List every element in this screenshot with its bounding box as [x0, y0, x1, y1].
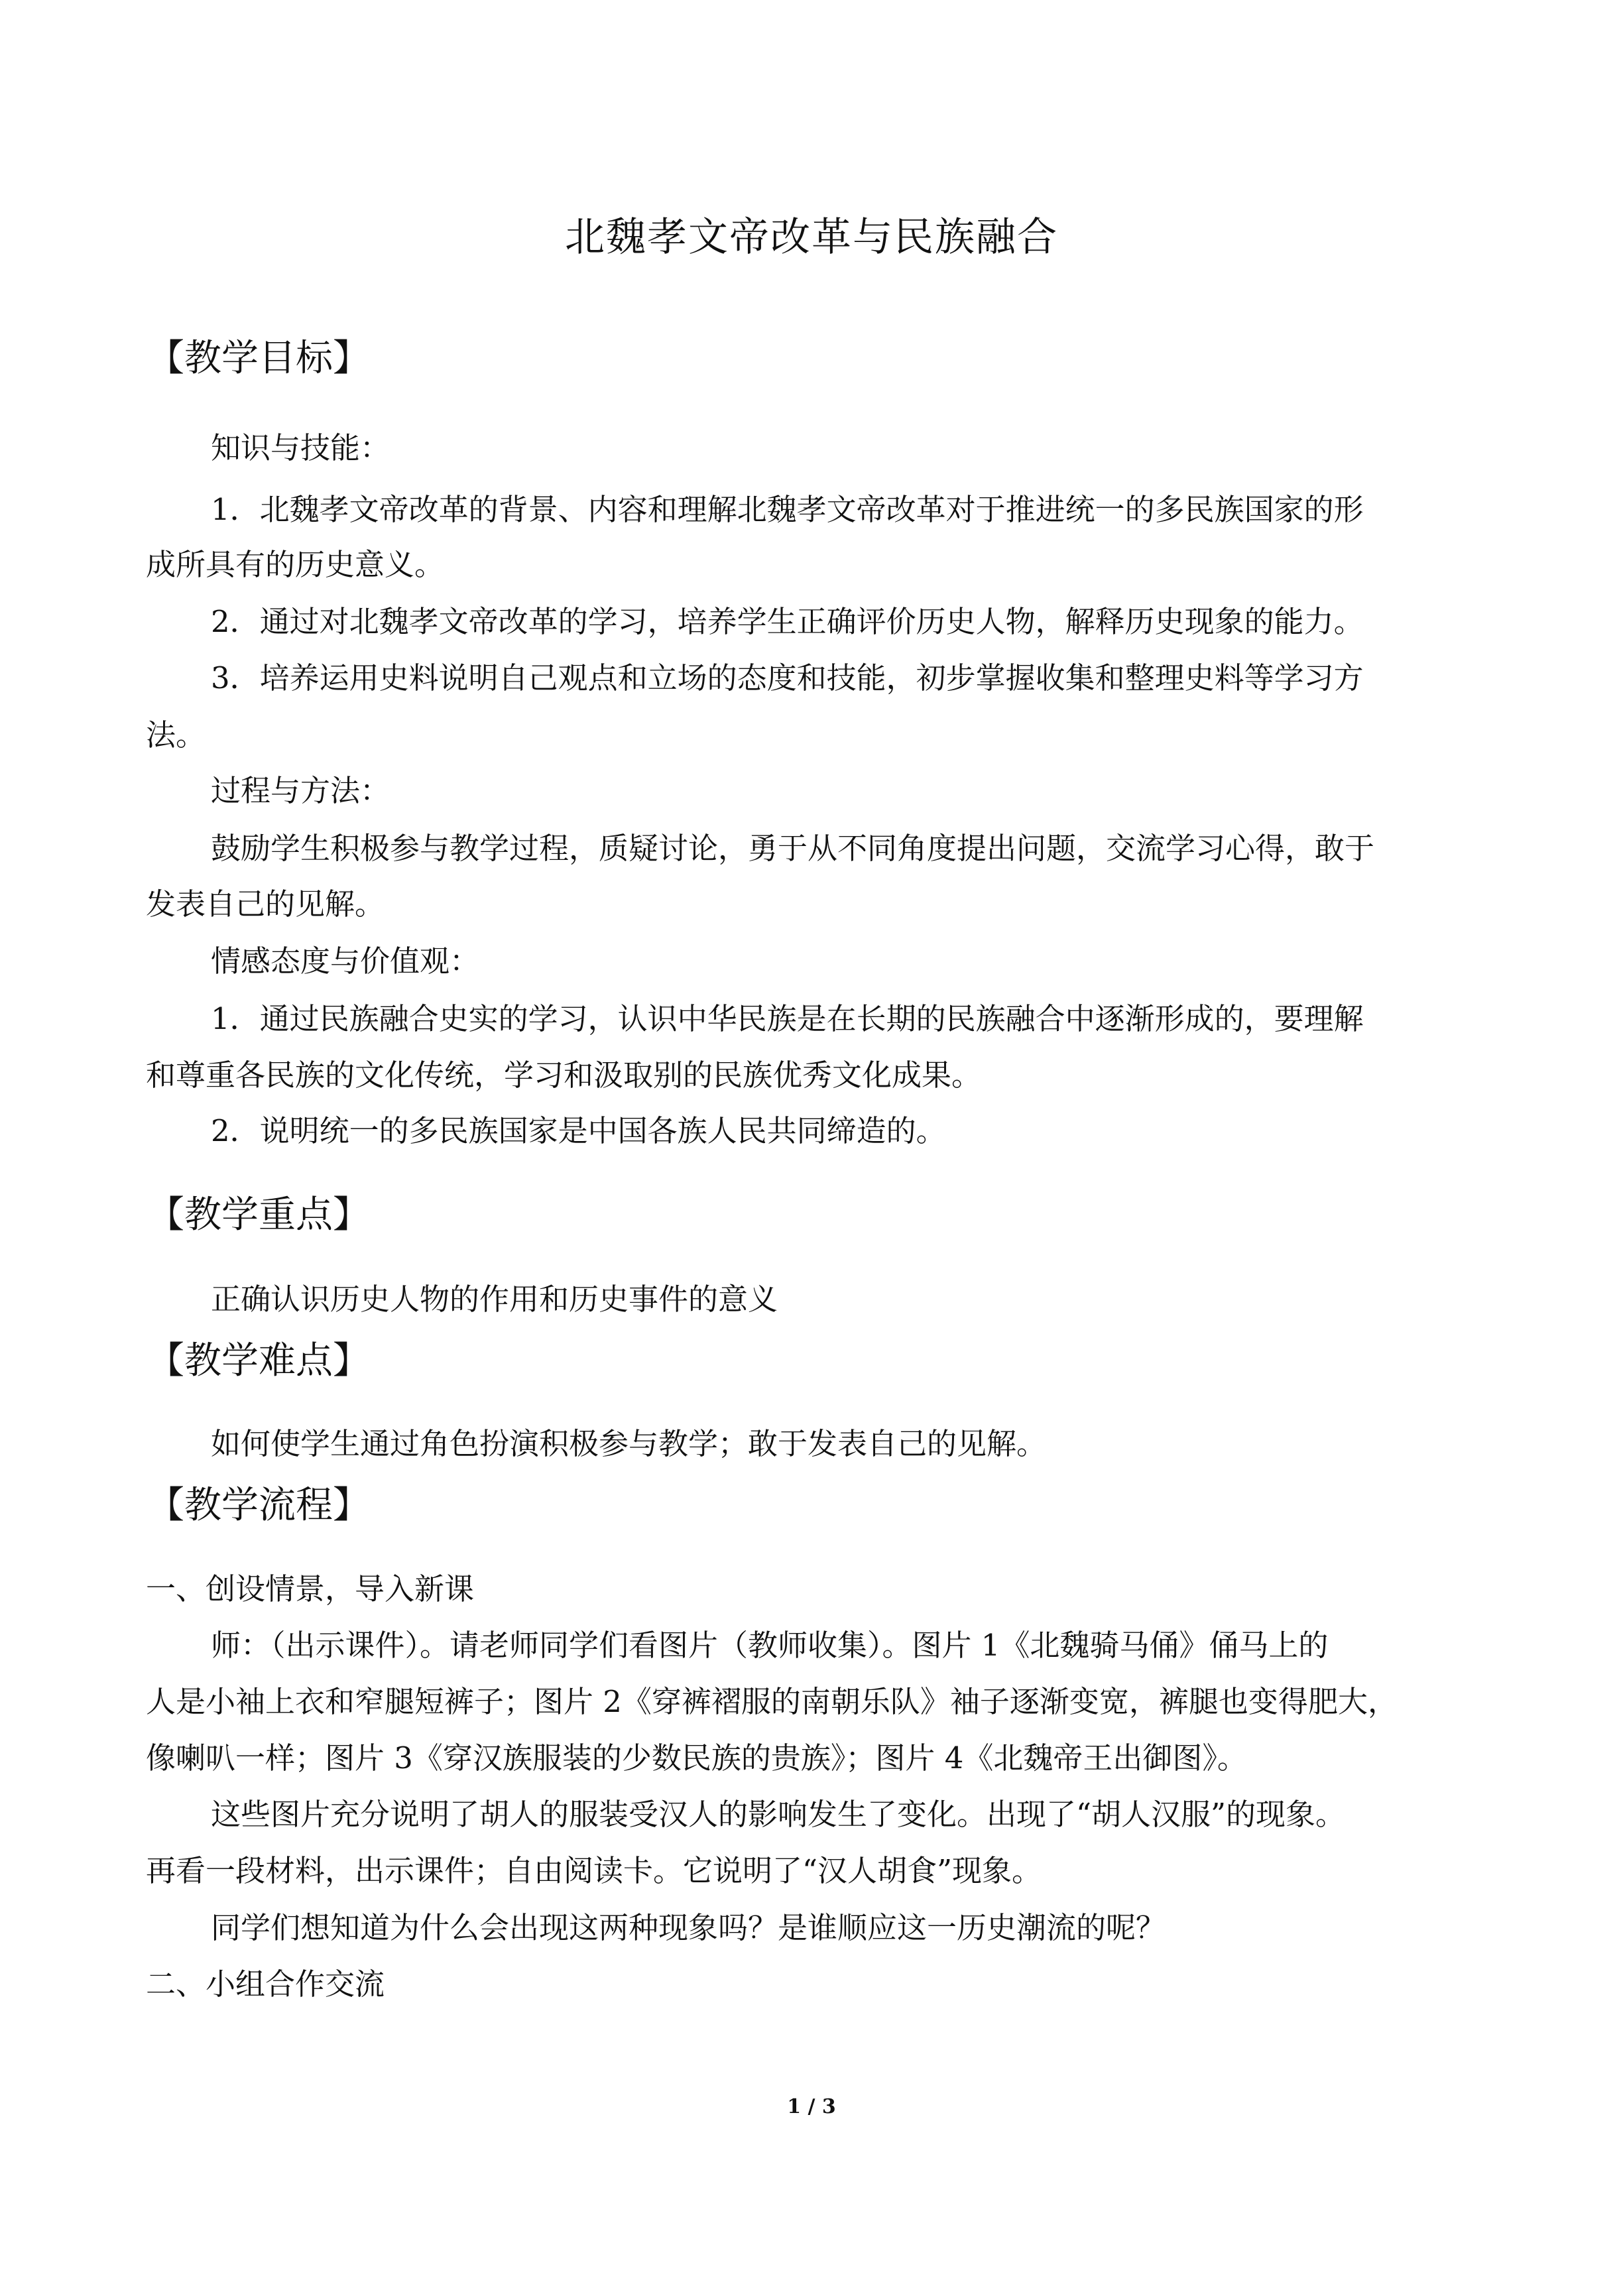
emotion-label: 情感态度与价值观： — [211, 943, 480, 979]
process-label: 过程与方法： — [211, 773, 391, 808]
heading-flow: 【教学流程】 — [147, 1484, 370, 1527]
objective-item-1-line-1: 1．北魏孝文帝改革的背景、内容和理解北魏孝文帝改革对于推进统一的多民族国家的形 — [211, 492, 1364, 527]
key-points-text: 正确认识历史人物的作用和历史事件的意义 — [211, 1282, 778, 1317]
difficulties-text: 如何使学生通过角色扮演积极参与教学；敢于发表自己的见解。 — [211, 1426, 1047, 1461]
objective-item-3-line-1: 3．培养运用史料说明自己观点和立场的态度和技能，初步掌握收集和整理史料等学习方 — [211, 660, 1364, 695]
flow-paragraph-1-line-1: 师：（出示课件）。请老师同学们看图片（教师收集）。图片 1《北魏骑马俑》俑马上的 — [211, 1628, 1329, 1663]
heading-difficulties: 【教学难点】 — [147, 1339, 370, 1382]
page-number: 1 / 3 — [787, 2095, 836, 2118]
flow-paragraph-1-line-3: 像喇叭一样；图片 3《穿汉族服装的少数民族的贵族》；图片 4《北魏帝王出御图》。 — [146, 1740, 1247, 1776]
heading-objectives: 【教学目标】 — [147, 337, 370, 380]
flow-paragraph-2-line-1: 这些图片充分说明了胡人的服装受汉人的影响发生了变化。出现了“胡人汉服”的现象。 — [211, 1797, 1346, 1832]
objective-item-2: 2．通过对北魏孝文帝改革的学习，培养学生正确评价历史人物，解释历史现象的能力。 — [211, 604, 1364, 639]
emotion-item-2: 2．说明统一的多民族国家是中国各族人民共同缔造的。 — [211, 1113, 946, 1148]
process-line-1: 鼓励学生积极参与教学过程，质疑讨论，勇于从不同角度提出问题，交流学习心得，敢于 — [211, 831, 1375, 866]
flow-part-2-title: 二、小组合作交流 — [146, 1966, 385, 2002]
heading-key-points: 【教学重点】 — [147, 1193, 370, 1237]
emotion-item-1-line-2: 和尊重各民族的文化传统，学习和汲取别的民族优秀文化成果。 — [146, 1057, 982, 1093]
flow-paragraph-1-line-2: 人是小袖上衣和窄腿短裤子；图片 2《穿裤褶服的南朝乐队》袖子逐渐变宽，裤腿也变得肥大， — [146, 1684, 1398, 1719]
objective-item-3-line-2: 法。 — [146, 717, 206, 753]
document-title: 北魏孝文帝改革与民族融合 — [565, 214, 1058, 261]
flow-paragraph-3: 同学们想知道为什么会出现这两种现象吗？是谁顺应这一历史潮流的呢？ — [211, 1910, 1166, 1945]
objective-item-1-line-2: 成所具有的历史意义。 — [146, 547, 445, 582]
emotion-item-1-line-1: 1．通过民族融合史实的学习，认识中华民族是在长期的民族融合中逐渐形成的，要理解 — [211, 1001, 1364, 1036]
knowledge-label: 知识与技能： — [211, 430, 391, 465]
flow-part-1-title: 一、创设情景，导入新课 — [146, 1571, 475, 1606]
flow-paragraph-2-line-2: 再看一段材料，出示课件；自由阅读卡。它说明了“汉人胡食”现象。 — [146, 1853, 1042, 1888]
process-line-2: 发表自己的见解。 — [146, 886, 385, 922]
